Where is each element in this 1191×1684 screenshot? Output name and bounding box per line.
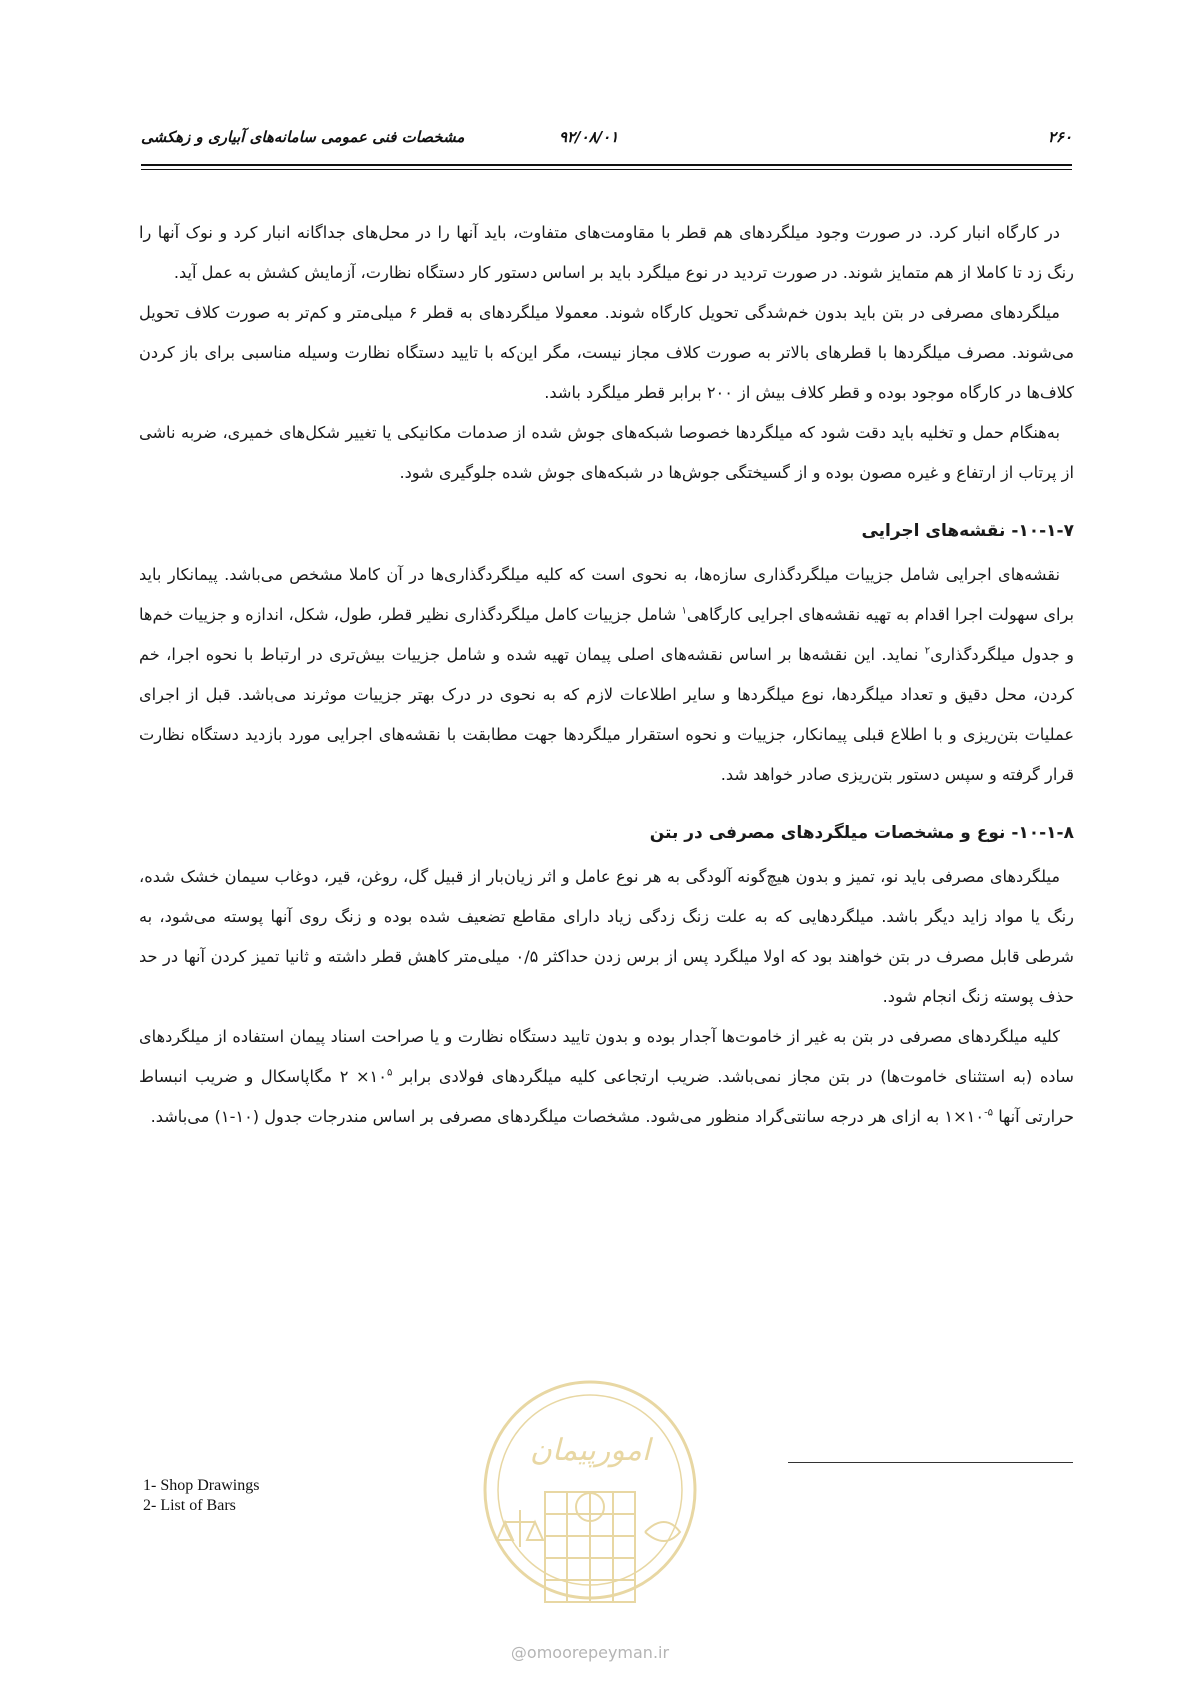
header-date: ۹۲/۰۸/۰۱ <box>559 128 619 146</box>
paragraph-storage: در کارگاه انبار کرد. در صورت وجود میلگردهای هم قطر با مقاومت‌های متفاوت، باید آنها را در محل‌های جداگانه انبار کرد و نوک آنها را رنگ زد تا کاملا از هم متمایز شوند. در صورت تردید در نوع میلگرد باید بر اساس دستور کار دستگاه نظارت، آزمایش کشش به عمل آید. <box>139 223 1074 282</box>
watermark-logo <box>475 1372 705 1647</box>
paragraph-handling: به‌هنگام حمل و تخلیه باید دقت شود که میلگردها خصوصا شبکه‌های جوش شده از صدمات مکانیکی یا تغییر شکل‌های خمیری، ضربه ناشی از پرتاب از ارتفاع و غیره مصون بوده و از گسیختگی جوش‌ها در شبکه‌های جوش شده جلوگیری شود. <box>139 423 1074 482</box>
paragraph-rebar-cleanliness: میلگردهای مصرفی باید نو، تمیز و بدون هیچ‌گونه آلودگی به هر نوع عامل و اثر زیان‌بار از قبیل گل، روغن، قیر، دوغاب سیمان خشک شده، رنگ یا مواد زاید دیگر باشد. میلگردهایی که به علت زنگ زدگی زیاد دارای مقاطع تضعیف شده بوده و زنگ روی آنها پوسته می‌شود، به شرطی قابل مصرف در بتن خواهند بود که اولا میلگرد پس از برس زدن حداکثر ۰/۵ میلی‌متر کاهش قطر داشته و ثانیا تمیز کردن آنها در حد حذف پوسته زنگ انجام شود. <box>139 867 1074 1006</box>
svg-text:امورپیمان: امورپیمان <box>529 1433 651 1468</box>
header-rule-thin <box>141 169 1072 170</box>
footnote-1: 1- Shop Drawings <box>143 1477 260 1494</box>
footnote-separator <box>788 1462 1073 1463</box>
section-heading-rebar-specs: ۱۰-۱-۸- نوع و مشخصات میلگردهای مصرفی در بتن <box>649 823 1074 843</box>
paragraph-shop-drawings: نقشه‌های اجرایی شامل جزییات میلگردگذاری سازه‌ها، به نحوی است که کلیه میلگردگذاری‌ها در آن کاملا مشخص می‌باشد. پیمانکار باید برای سهولت اجرا اقدام به تهیه نقشه‌های اجرایی کارگاهی$^۱$ شامل جزییات کامل میلگردگذاری نظیر قطر، طول، شکل، اندازه و جزییات خم‌ها و جدول میلگردگذاری$^۲$ نماید. این نقشه‌ها بر اساس نقشه‌های اصلی پیمان تهیه شده و شامل جزییات بیش‌تری در ارتباط با نحوه اجرا، خم کردن، محل دقیق و تعداد میلگردها، نوع میلگردها و سایر اطلاعات لازم که به نحوی در درک بهتر جزییات موثرند می‌باشد. قبل از اجرای عملیات بتن‌ریزی و با اطلاع قبلی پیمانکار، جزییات و نحوه استقرار میلگردها جهت مطابقت با نقشه‌های اجرایی مورد بازدید دستگاه نظارت قرار گرفته و سپس دستور بتن‌ریزی صادر خواهد شد. <box>139 565 1074 784</box>
watermark-url: @omoorepeyman.ir <box>510 1643 670 1662</box>
footnote-2: 2- List of Bars <box>143 1497 236 1514</box>
header-rule-thick <box>141 164 1072 166</box>
section-heading-shop-drawings: ۱۰-۱-۷- نقشه‌های اجرایی <box>861 521 1074 541</box>
footnote-ref-2: ۲ <box>924 645 931 657</box>
paragraph-rebar-properties: کلیه میلگردهای مصرفی در بتن به غیر از خاموت‌ها آجدار بوده و بدون تایید دستگاه نظارت و یا صراحت اسناد پیمان استفاده از میلگردهای ساده (به استثنای خاموت‌ها) در بتن مجاز نمی‌باشد. ضریب ارتجاعی کلیه میلگردهای فولادی برابر ۲ $\times ۱۰^۵$ مگاپاسکال و ضریب انبساط حرارتی آنها $۱\times ۱۰^{-۵}$ به ازای هر درجه سانتی‌گراد منظور می‌شود. مشخصات میلگردهای مصرفی بر اساس مندرجات جدول (۱۰-۱) می‌باشد. <box>139 1027 1075 1126</box>
footnotes <box>143 1476 259 1516</box>
footnote-ref-1: ۱ <box>681 605 687 617</box>
body-text <box>139 213 1074 1137</box>
header-title: مشخصات فنی عمومی سامانه‌های آبیاری و زهکشی <box>141 128 465 146</box>
page-header <box>141 128 1072 168</box>
page-number: ۲۶۰ <box>1047 128 1072 146</box>
paragraph-delivery: میلگردهای مصرفی در بتن باید بدون خم‌شدگی تحویل کارگاه شوند. معمولا میلگردهای به قطر ۶ میلی‌متر و کم‌تر به صورت کلاف تحویل می‌شوند. مصرف میلگردها با قطرهای بالاتر به صورت کلاف مجاز نیست، مگر این‌که با تایید دستگاه نظارت وسیله مناسبی برای باز کردن کلاف‌ها در کارگاه موجود بوده و قطر کلاف بیش از ۲۰۰ برابر قطر میلگرد باشد. <box>139 303 1074 402</box>
